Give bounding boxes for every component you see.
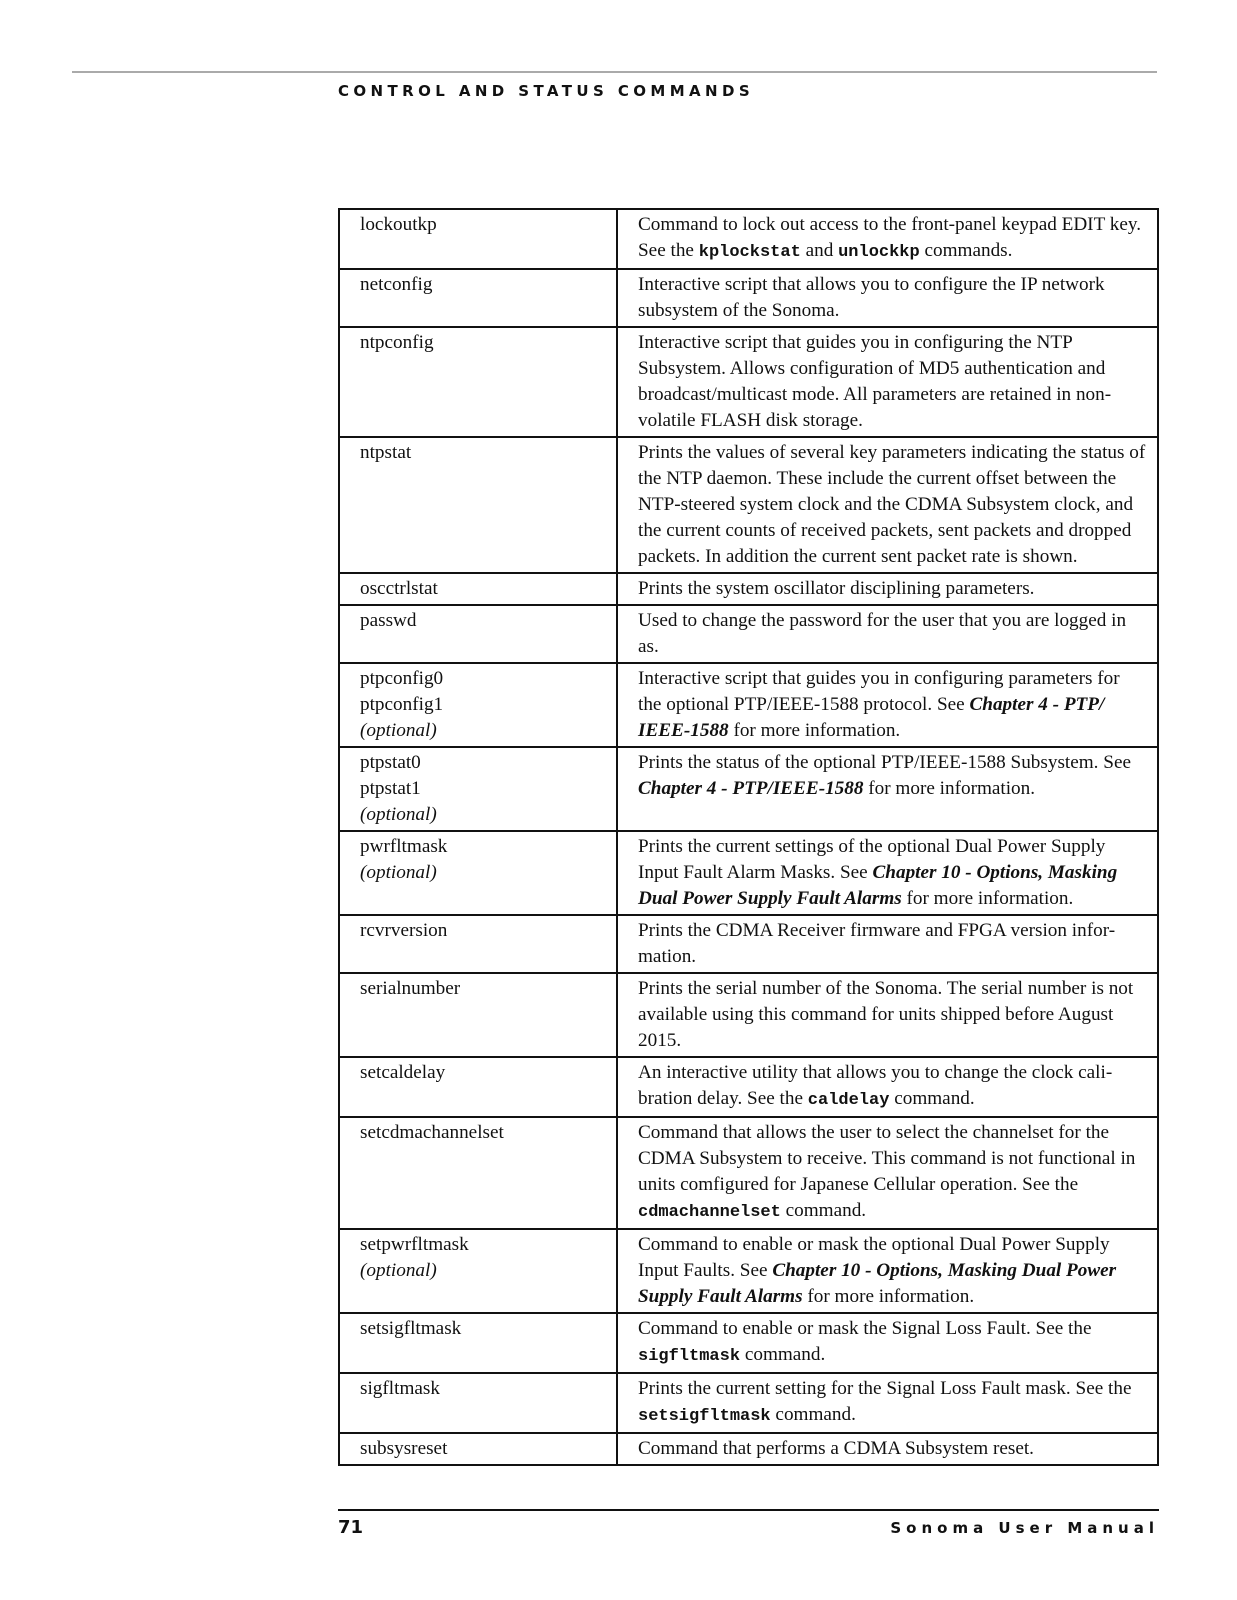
table-row (339, 327, 1158, 437)
table-row (339, 605, 1158, 663)
command-cell (339, 1313, 617, 1373)
command-cell (339, 1117, 617, 1229)
command-name: ntpstat (360, 442, 412, 463)
command-name: passwd (360, 610, 417, 631)
command-cell (339, 605, 617, 663)
description-text: command. (770, 1404, 856, 1425)
table-row (339, 1229, 1158, 1313)
command-name: setpwrfltmask (360, 1234, 469, 1255)
chapter-reference: Chapter 10 - Options, Masking Dual Power Supply Fault Alarms (638, 862, 1118, 909)
description-cell (617, 973, 1158, 1057)
description-text: for more information. (728, 720, 901, 741)
command-reference: kplockstat (698, 243, 801, 262)
command-reference: unlockkp (838, 243, 920, 262)
table-row (339, 663, 1158, 747)
command-table (338, 208, 1159, 1466)
description-cell (617, 1229, 1158, 1313)
command-name: serialnumber (360, 978, 461, 999)
command-cell (339, 663, 617, 747)
optional-label: (optional) (360, 862, 437, 883)
command-cell (339, 915, 617, 973)
description-text: Used to change the password for the user that you are logged in as. (638, 610, 1127, 657)
description-text: An interactive utility that allows you to change the clock cali-bration delay. See the (638, 1062, 1113, 1109)
description-text: command. (889, 1088, 975, 1109)
description-text: Prints the current settings of the optional Dual Power Supply Input Fault Alarm Masks. See (638, 836, 1106, 883)
description-text: for more information. (802, 1286, 975, 1307)
description-text: for more information. (863, 778, 1036, 799)
command-cell (339, 1229, 617, 1313)
command-name: oscctrlstat (360, 578, 438, 599)
command-cell (339, 1057, 617, 1117)
description-text: Command that allows the user to select the channelset for the CDMA Subsystem to receive. This command is not functional in units comfigured for Japanese Cellular operation. See the (638, 1122, 1136, 1195)
command-name: setsigfltmask (360, 1318, 462, 1339)
command-name: pwrfltmask (360, 836, 448, 857)
command-name: ptpconfig0 (360, 668, 444, 689)
description-cell (617, 915, 1158, 973)
table-row (339, 915, 1158, 973)
description-text: Prints the serial number of the Sonoma. The serial number is not available using this command for units shipped before August 2015. (638, 978, 1134, 1051)
description-text: Command to enable or mask the Signal Loss Fault. See the (638, 1318, 1092, 1339)
table-row (339, 1313, 1158, 1373)
table-row (339, 573, 1158, 605)
table-row (339, 1117, 1158, 1229)
command-name: subsysreset (360, 1438, 448, 1459)
optional-label: (optional) (360, 720, 437, 741)
chapter-reference: Chapter 4 - PTP/ IEEE-1588 (638, 694, 1105, 741)
command-reference: sigfltmask (638, 1347, 741, 1366)
command-name: ptpstat0 (360, 752, 421, 773)
command-name: rcvrversion (360, 920, 448, 941)
command-cell (339, 437, 617, 573)
description-cell (617, 1057, 1158, 1117)
chapter-reference: Chapter 4 - PTP/IEEE-1588 (638, 778, 864, 799)
table-row (339, 437, 1158, 573)
chapter-reference: Chapter 10 - Options, Masking Dual Power Supply Fault Alarms (638, 1260, 1117, 1307)
description-text: Prints the CDMA Receiver firmware and FPGA version infor-mation. (638, 920, 1116, 967)
description-cell (617, 327, 1158, 437)
description-text: command. (740, 1344, 826, 1365)
description-text: Interactive script that allows you to configure the IP network subsystem of the Sonoma. (638, 274, 1105, 321)
top-rule (72, 71, 1157, 73)
command-cell (339, 269, 617, 327)
table-row (339, 269, 1158, 327)
command-name: ptpstat1 (360, 778, 421, 799)
table-row (339, 1373, 1158, 1433)
table-row (339, 973, 1158, 1057)
command-name: sigfltmask (360, 1378, 440, 1399)
description-cell (617, 747, 1158, 831)
description-text: Interactive script that guides you in configuring the NTP Subsystem. Allows configuration of MD5 authentication and broadcast/multicast mode. All parameters are retained in non-volatile FLASH disk storage. (638, 332, 1112, 431)
table-row (339, 1057, 1158, 1117)
description-cell (617, 1373, 1158, 1433)
description-text: and (800, 240, 839, 261)
description-cell (617, 1313, 1158, 1373)
description-cell (617, 1117, 1158, 1229)
description-text: Command to lock out access to the front-panel keypad EDIT key. See the (638, 214, 1141, 261)
command-name: ptpconfig1 (360, 694, 444, 715)
command-reference: setsigfltmask (638, 1407, 771, 1426)
description-cell (617, 573, 1158, 605)
table-row (339, 209, 1158, 269)
table-row (339, 831, 1158, 915)
command-name: setcaldelay (360, 1062, 446, 1083)
command-name: ntpconfig (360, 332, 434, 353)
description-text: Interactive script that guides you in configuring parameters for the optional PTP/IEEE-1588 protocol. See (638, 668, 1120, 715)
table-row (339, 747, 1158, 831)
command-cell (339, 1373, 617, 1433)
description-text: commands. (919, 240, 1013, 261)
description-cell (617, 831, 1158, 915)
description-cell (617, 1433, 1158, 1465)
command-cell (339, 327, 617, 437)
command-reference: caldelay (807, 1091, 890, 1110)
description-cell (617, 437, 1158, 573)
command-cell (339, 1433, 617, 1465)
command-cell (339, 973, 617, 1057)
optional-label: (optional) (360, 804, 437, 825)
description-text: Prints the values of several key parameters indicating the status of the NTP daemon. These include the current offset between the NTP-steered system clock and the CDMA Subsystem clock, and the current counts of received packets, sent packets and dropped packets. In addition the current sent packet rate is shown. (638, 442, 1146, 567)
command-name: netconfig (360, 274, 433, 295)
description-text: Prints the system oscillator disciplining parameters. (638, 578, 1035, 599)
description-cell (617, 209, 1158, 269)
command-name: lockoutkp (360, 214, 437, 235)
table-row (339, 1433, 1158, 1465)
description-text: Prints the status of the optional PTP/IEEE-1588 Subsystem. See (638, 752, 1131, 773)
command-cell (339, 573, 617, 605)
description-text: Prints the current setting for the Signal Loss Fault mask. See the (638, 1378, 1132, 1399)
command-name: setcdmachannelset (360, 1122, 504, 1143)
description-cell (617, 663, 1158, 747)
manual-title: Sonoma User Manual (890, 1519, 1159, 1537)
command-cell (339, 209, 617, 269)
optional-label: (optional) (360, 1260, 437, 1281)
description-text: command. (780, 1200, 867, 1221)
description-text: for more information. (901, 888, 1074, 909)
description-cell (617, 605, 1158, 663)
command-table-body (339, 209, 1158, 1465)
command-reference: cdmachannelset (638, 1203, 781, 1222)
description-cell (617, 269, 1158, 327)
section-header: CONTROL AND STATUS COMMANDS (338, 82, 755, 100)
page-number: 71 (338, 1517, 364, 1538)
description-text: Command to enable or mask the optional Dual Power Supply Input Faults. See (638, 1234, 1110, 1281)
description-text: Command that performs a CDMA Subsystem reset. (638, 1438, 1034, 1459)
command-cell (339, 831, 617, 915)
command-cell (339, 747, 617, 831)
bottom-rule (338, 1509, 1159, 1511)
